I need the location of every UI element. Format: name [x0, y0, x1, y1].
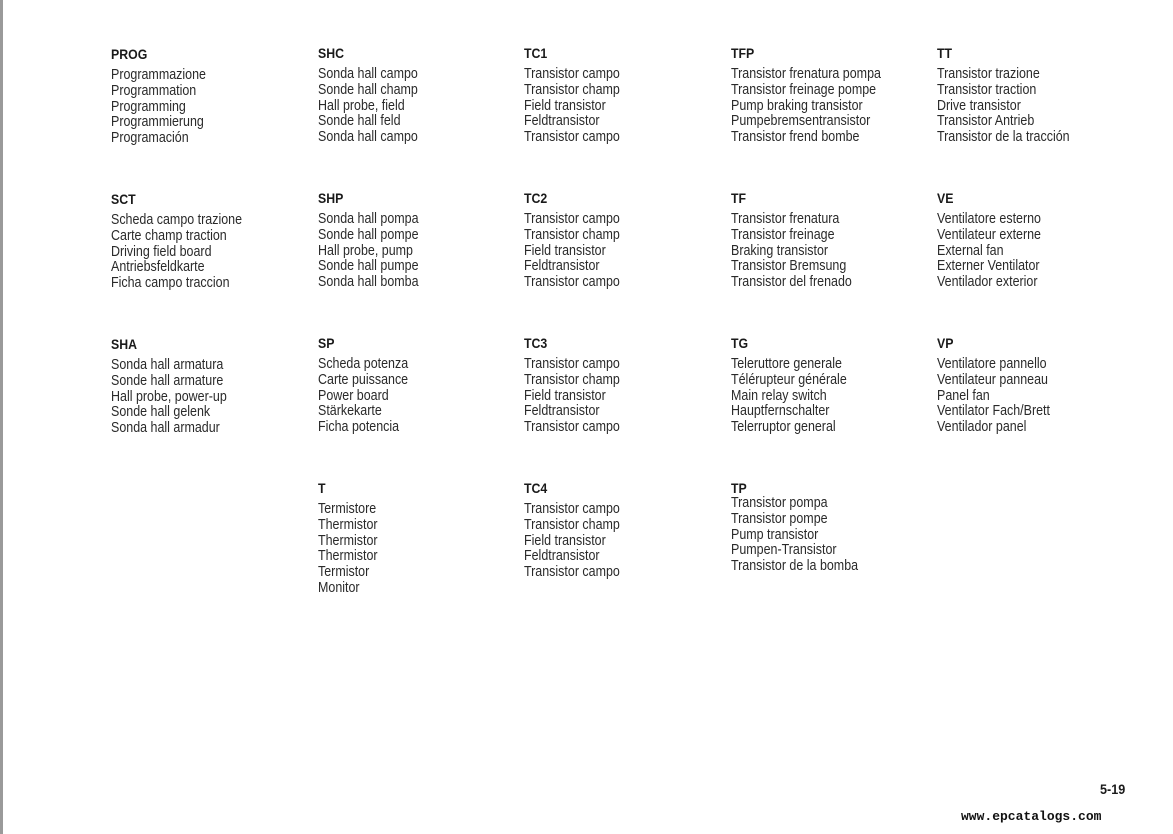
entry-line: Sonda hall bomba: [318, 274, 419, 291]
entry-line: Transistor de la tracción: [937, 129, 1070, 146]
entry-code: TG: [731, 335, 749, 351]
entry-code: VP: [937, 335, 954, 351]
entry-line: Transistor champ: [524, 371, 620, 388]
entry-code: TC1: [524, 45, 548, 61]
entry-line: Field transistor: [524, 532, 606, 549]
entry-shp: [318, 190, 518, 291]
entry-line: Sonda hall armadur: [111, 420, 220, 437]
entry-line: Teleruttore generale: [731, 356, 842, 372]
entry-line: Driving field board: [111, 243, 212, 260]
entry-line: Transistor campo: [524, 274, 620, 291]
entry-line: Feldtransistor: [524, 258, 600, 275]
entry-line: Telerruptor general: [731, 419, 836, 436]
entry-line: Carte champ traction: [111, 227, 227, 244]
entry-prog: [111, 46, 311, 147]
entry-translations: [731, 357, 931, 436]
entry-line: Scheda campo trazione: [111, 212, 243, 228]
entry-line: Thermistor: [318, 516, 378, 533]
entry-line: Sonda hall pompa: [318, 211, 419, 227]
entry-translations: [731, 67, 931, 146]
entry-sct: [111, 191, 311, 292]
entry-translations: [524, 212, 724, 291]
entry-sha: [111, 336, 311, 437]
entry-line: Antriebsfeldkarte: [111, 259, 205, 276]
page-number: 5-19: [1100, 781, 1126, 797]
entry-line: Programmazione: [111, 67, 206, 83]
entry-sp: [318, 335, 518, 436]
entry-tc1: [524, 45, 724, 146]
entry-line: Hall probe, power-up: [111, 388, 227, 405]
entry-line: Scheda potenza: [318, 356, 409, 372]
entry-line: Ventilador panel: [937, 419, 1027, 436]
entry-line: Thermistor: [318, 548, 378, 565]
entry-line: Power board: [318, 387, 389, 404]
entry-line: Pump braking transistor: [731, 97, 863, 114]
entry-tt: [937, 45, 1137, 146]
entry-translations: [318, 502, 518, 597]
entry-line: Programming: [111, 98, 186, 115]
entry-line: Sonde hall champ: [318, 81, 418, 98]
entry-ve: [937, 190, 1137, 291]
entry-line: Ficha campo traccion: [111, 275, 230, 292]
entry-line: Télérupteur générale: [731, 371, 847, 388]
entry-line: Ventilatore pannello: [937, 356, 1047, 372]
entry-line: Transistor pompe: [731, 510, 828, 527]
entry-tfp: [731, 45, 931, 146]
entry-tp: [731, 480, 931, 575]
entry-line: Ventilatore esterno: [937, 211, 1041, 227]
entry-line: Transistor del frenado: [731, 274, 852, 291]
entry-translations: [731, 496, 931, 575]
entry-translations: [524, 67, 724, 146]
entry-line: Sonda hall armatura: [111, 357, 224, 373]
entry-line: Feldtransistor: [524, 113, 600, 130]
entry-t: [318, 480, 518, 597]
entry-line: Ventilateur panneau: [937, 371, 1048, 388]
entry-line: Hauptfernschalter: [731, 403, 830, 420]
entry-translations: [318, 212, 518, 291]
entry-tc3: [524, 335, 724, 436]
entry-line: Transistor traction: [937, 81, 1037, 98]
entry-code: TF: [731, 190, 747, 206]
entry-line: Pumpebremsentransistor: [731, 113, 871, 130]
entry-line: Transistor campo: [524, 501, 620, 517]
entry-line: Sonde hall pompe: [318, 226, 419, 243]
entry-line: Transistor champ: [524, 226, 620, 243]
entry-line: Ventilador exterior: [937, 274, 1038, 291]
entry-line: Transistor pompa: [731, 495, 828, 511]
entry-code: TFP: [731, 45, 755, 61]
entry-line: Braking transistor: [731, 242, 829, 259]
entry-line: Transistor Bremsung: [731, 258, 847, 275]
entry-code: TC2: [524, 190, 548, 206]
entry-line: Sonda hall campo: [318, 129, 418, 146]
entry-line: Pumpen-Transistor: [731, 542, 837, 559]
entry-code: SHP: [318, 190, 344, 206]
entry-vp: [937, 335, 1137, 436]
watermark: www.epcatalogs.com: [961, 809, 1102, 824]
entry-line: Transistor campo: [524, 129, 620, 146]
entry-line: Hall probe, pump: [318, 242, 413, 259]
entry-translations: [318, 357, 518, 436]
entry-line: External fan: [937, 242, 1004, 259]
entry-line: Feldtransistor: [524, 403, 600, 420]
entry-line: Hall probe, field: [318, 97, 405, 114]
entry-line: Sonde hall gelenk: [111, 404, 211, 421]
entry-tf: [731, 190, 931, 291]
entry-code: TP: [731, 480, 747, 496]
entry-line: Field transistor: [524, 387, 606, 404]
entry-translations: [111, 358, 311, 437]
entry-line: Transistor Antrieb: [937, 113, 1035, 130]
entry-code: TT: [937, 45, 953, 61]
page-left-border: [0, 0, 3, 834]
entry-line: Transistor campo: [524, 211, 620, 227]
entry-code: TC3: [524, 335, 548, 351]
entry-translations: [937, 67, 1137, 146]
entry-line: Carte puissance: [318, 371, 409, 388]
entry-code: SHC: [318, 45, 345, 61]
entry-translations: [937, 357, 1137, 436]
entry-translations: [111, 213, 311, 292]
entry-line: Externer Ventilator: [937, 258, 1040, 275]
entry-line: Drive transistor: [937, 97, 1021, 114]
entry-line: Transistor campo: [524, 66, 620, 82]
entry-line: Sonde hall pumpe: [318, 258, 419, 275]
entry-line: Transistor campo: [524, 356, 620, 372]
entry-translations: [731, 212, 931, 291]
entry-line: Transistor campo: [524, 419, 620, 436]
entry-line: Sonde hall feld: [318, 113, 401, 130]
entry-shc: [318, 45, 518, 146]
entry-line: Transistor freinage: [731, 226, 835, 243]
entry-translations: [111, 68, 311, 147]
entry-line: Transistor freinage pompe: [731, 81, 877, 98]
entry-line: Field transistor: [524, 97, 606, 114]
entry-line: Transistor frenatura: [731, 211, 840, 227]
entry-line: Ventilateur externe: [937, 226, 1041, 243]
entry-translations: [318, 67, 518, 146]
entry-line: Transistor champ: [524, 81, 620, 98]
entry-code: TC4: [524, 480, 548, 496]
entry-tc2: [524, 190, 724, 291]
entry-tg: [731, 335, 931, 436]
entry-line: Programmation: [111, 82, 197, 99]
entry-line: Stärkekarte: [318, 403, 382, 420]
entry-code: T: [318, 480, 326, 496]
entry-translations: [524, 502, 724, 581]
entry-line: Programmierung: [111, 114, 204, 131]
entry-code: SHA: [111, 336, 138, 352]
entry-translations: [937, 212, 1137, 291]
entry-tc4: [524, 480, 724, 581]
entry-line: Feldtransistor: [524, 548, 600, 565]
entry-line: Transistor trazione: [937, 66, 1040, 82]
entry-line: Field transistor: [524, 242, 606, 259]
entry-line: Termistore: [318, 501, 377, 517]
entry-line: Thermistor: [318, 532, 378, 549]
entry-line: Transistor de la bomba: [731, 558, 859, 575]
entry-code: VE: [937, 190, 954, 206]
entry-line: Ventilator Fach/Brett: [937, 403, 1050, 420]
entry-line: Termistor: [318, 564, 370, 581]
entry-line: Main relay switch: [731, 387, 827, 404]
entry-line: Sonde hall armature: [111, 372, 224, 389]
entry-line: Transistor frenatura pompa: [731, 66, 881, 82]
entry-line: Monitor: [318, 579, 360, 596]
entry-line: Transistor frend bombe: [731, 129, 860, 146]
entry-translations: [524, 357, 724, 436]
entry-line: Pump transistor: [731, 526, 819, 543]
entry-code: PROG: [111, 46, 148, 62]
entry-line: Sonda hall campo: [318, 66, 418, 82]
entry-line: Transistor champ: [524, 516, 620, 533]
entry-line: Transistor campo: [524, 564, 620, 581]
entry-line: Programación: [111, 130, 189, 147]
entry-code: SCT: [111, 191, 136, 207]
entry-line: Panel fan: [937, 387, 990, 404]
entry-code: SP: [318, 335, 335, 351]
entry-line: Ficha potencia: [318, 419, 400, 436]
